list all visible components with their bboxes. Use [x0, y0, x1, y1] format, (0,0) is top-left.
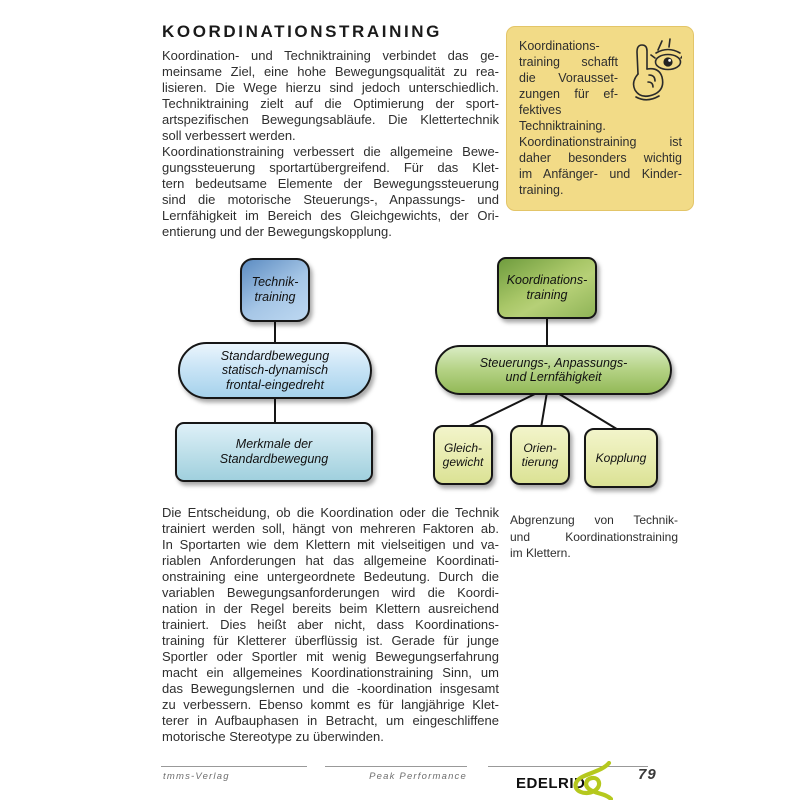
body-paragraph-3-line: onstraining eine untergeordnete Bedeutung. Durch die	[162, 569, 499, 584]
diagram-node-standardbewegung-line: statisch-dynamisch	[221, 363, 329, 378]
note-text-line: training schafft	[519, 55, 618, 69]
diagram-node-techniktraining-line: training	[254, 290, 296, 304]
intro-paragraph-2-line: Koordinationstraining verbessert die allgemeine Bewe-	[162, 144, 499, 159]
note-text-line: Koordinationstraining ist	[519, 135, 682, 149]
diagram-node-orientierung-line: Orien-	[523, 440, 557, 455]
diagram-node-techniktraining-line: Technik-	[251, 275, 299, 289]
body-paragraph-3-line: nation in der Regel bereits beim Klettern ausreichend	[162, 601, 499, 616]
pointing-finger-and-eye-icon	[622, 38, 682, 104]
body-paragraph-3-line: zu verbessern. Ebenso kommt es für langjährige Klet-	[162, 697, 499, 712]
note-text-line: daher besonders wichtig	[519, 151, 682, 165]
body-paragraph-3-line: training für Kletterer überflüssig ist. Gerade für junge	[162, 633, 499, 648]
edelrid-logo-wordmark: EDELRID	[516, 775, 586, 792]
intro-paragraph-2-line: Lernfähigkeit im Bereich des Gleichgewichts, der Ori-	[162, 208, 499, 223]
note-text-line: training.	[519, 183, 564, 197]
body-paragraph-3-line: trainiert werden soll, hängt von mehreren Faktoren ab.	[162, 521, 499, 536]
note-text-line: Koordinations-	[519, 39, 600, 53]
note-box	[506, 26, 694, 211]
diagram-node-orientierung-line: tierung	[521, 455, 559, 469]
figure-caption-line: Abgrenzung von Technik-	[510, 513, 678, 527]
intro-paragraph-2	[162, 144, 499, 240]
diagram-node-merkmale-line: Standardbewegung	[219, 452, 329, 466]
body-paragraph-3-line: Sportler oder Sportler mit wenig Bewegungserfahrung	[162, 649, 499, 664]
diagram-node-steuerung-anpassung-lernen-line: und Lernfähigkeit	[505, 370, 602, 384]
diagram-node-standardbewegung-line: Standardbewegung	[220, 348, 330, 363]
note-text-line: zungen für ef-	[519, 87, 618, 101]
footer-series: Peak Performance	[369, 771, 467, 782]
diagram-node-kopplung	[584, 428, 658, 488]
footer-rule-left	[161, 766, 307, 767]
body-paragraph-3-line: In Sportarten wie dem Klettern mit vielseitigen und va-	[162, 537, 499, 552]
figure-caption-line: im Klettern.	[510, 546, 571, 560]
figure-caption	[510, 512, 678, 562]
diagram-node-koordinationstraining-line: training	[526, 288, 568, 302]
note-text-line: fektives Techniktraining.	[519, 103, 606, 133]
body-paragraph-3-line: terer in Aufbauphasen in Betracht, um eingeschliffene	[162, 713, 499, 728]
diagram-node-steuerung-anpassung-lernen	[435, 345, 672, 395]
body-paragraph-3-line: trainiert. Dies heißt aber nicht, dass Koordinations-	[162, 617, 499, 632]
intro-paragraph-2-line: entierung und der Bewegungskopplung.	[162, 224, 392, 239]
diagram-node-koordinationstraining	[497, 257, 597, 319]
intro-paragraph-1-line: Techniktraining zielt auf die Optimierung der sport-	[162, 96, 499, 111]
diagram-node-gleichgewicht-line: Gleich-	[443, 440, 482, 455]
body-paragraph-3-line: motorische Stereotype zu überwinden.	[162, 729, 384, 744]
page-number: 79	[638, 766, 657, 783]
intro-paragraph-1-line: artspezifischen Bewegungsabläufe. Die Klettertechnik	[162, 112, 499, 127]
body-paragraph-3-line: das Bewegungslernen und die -koordination insgesamt	[162, 681, 499, 696]
diagram-node-orientierung	[510, 425, 570, 485]
edelrid-swoosh-icon	[567, 761, 613, 800]
diagram-node-merkmale-line: Merkmale der	[235, 437, 313, 451]
intro-paragraph-1-line: meinsame Ziel, eine hohe Bewegungsqualität zu rea-	[162, 64, 499, 79]
diagram-node-standardbewegung-line: frontal-eingedreht	[226, 377, 324, 392]
diagram-node-koordinationstraining-line: Koordinations-	[506, 273, 588, 287]
body-paragraph-3	[162, 505, 499, 745]
intro-paragraph-2-line: gungssteuerung sportartübergreifend. Für das Klet-	[162, 160, 499, 175]
training-diagram	[160, 250, 680, 500]
intro-paragraph-1-line: soll verbessert werden.	[162, 128, 296, 143]
body-paragraph-3-line: Die Entscheidung, ob die Koordination oder die Technik	[162, 505, 499, 520]
intro-paragraph-2-line: sind die motorische Steuerungs-, Anpassungs- und	[162, 192, 499, 207]
diagram-node-steuerung-anpassung-lernen-line: Steuerungs-, Anpassungs-	[479, 355, 628, 370]
footer-rule-center	[325, 766, 467, 767]
intro-paragraph-1	[162, 48, 499, 144]
diagram-node-gleichgewicht	[433, 425, 493, 485]
note-text-line: die Vorausset-	[519, 71, 618, 85]
figure-caption-line: und Koordinationstraining	[510, 529, 678, 544]
page-title: KOORDINATIONSTRAINING	[162, 22, 442, 41]
body-paragraph-3-line: macht ein allgemeines Koordinationstraining Sinn, um	[162, 665, 499, 680]
diagram-node-kopplung-line: Kopplung	[595, 450, 647, 465]
intro-paragraph-1-line: lisieren. Die Wege hierzu sind jedoch unterschiedlich.	[162, 80, 499, 95]
diagram-node-techniktraining	[240, 258, 310, 322]
body-paragraph-3-line: riablen Anforderungen hat das allgemeine Koordinati-	[162, 553, 499, 568]
footer-publisher: tmms-Verlag	[163, 771, 230, 782]
diagram-node-gleichgewicht-line: gewicht	[442, 455, 484, 469]
note-text-line: im Anfänger- und Kinder-	[519, 167, 682, 181]
intro-paragraph-1-line: Koordination- und Techniktraining verbindet das ge-	[162, 48, 499, 63]
diagram-node-standardbewegung	[178, 342, 372, 399]
intro-paragraph-2-line: tern bedeutsame Elemente der Bewegungssteuerung	[162, 176, 499, 191]
diagram-node-merkmale	[175, 422, 373, 482]
body-paragraph-3-line: variablen Bewegungsanforderungen wird die Koordi-	[162, 585, 499, 600]
